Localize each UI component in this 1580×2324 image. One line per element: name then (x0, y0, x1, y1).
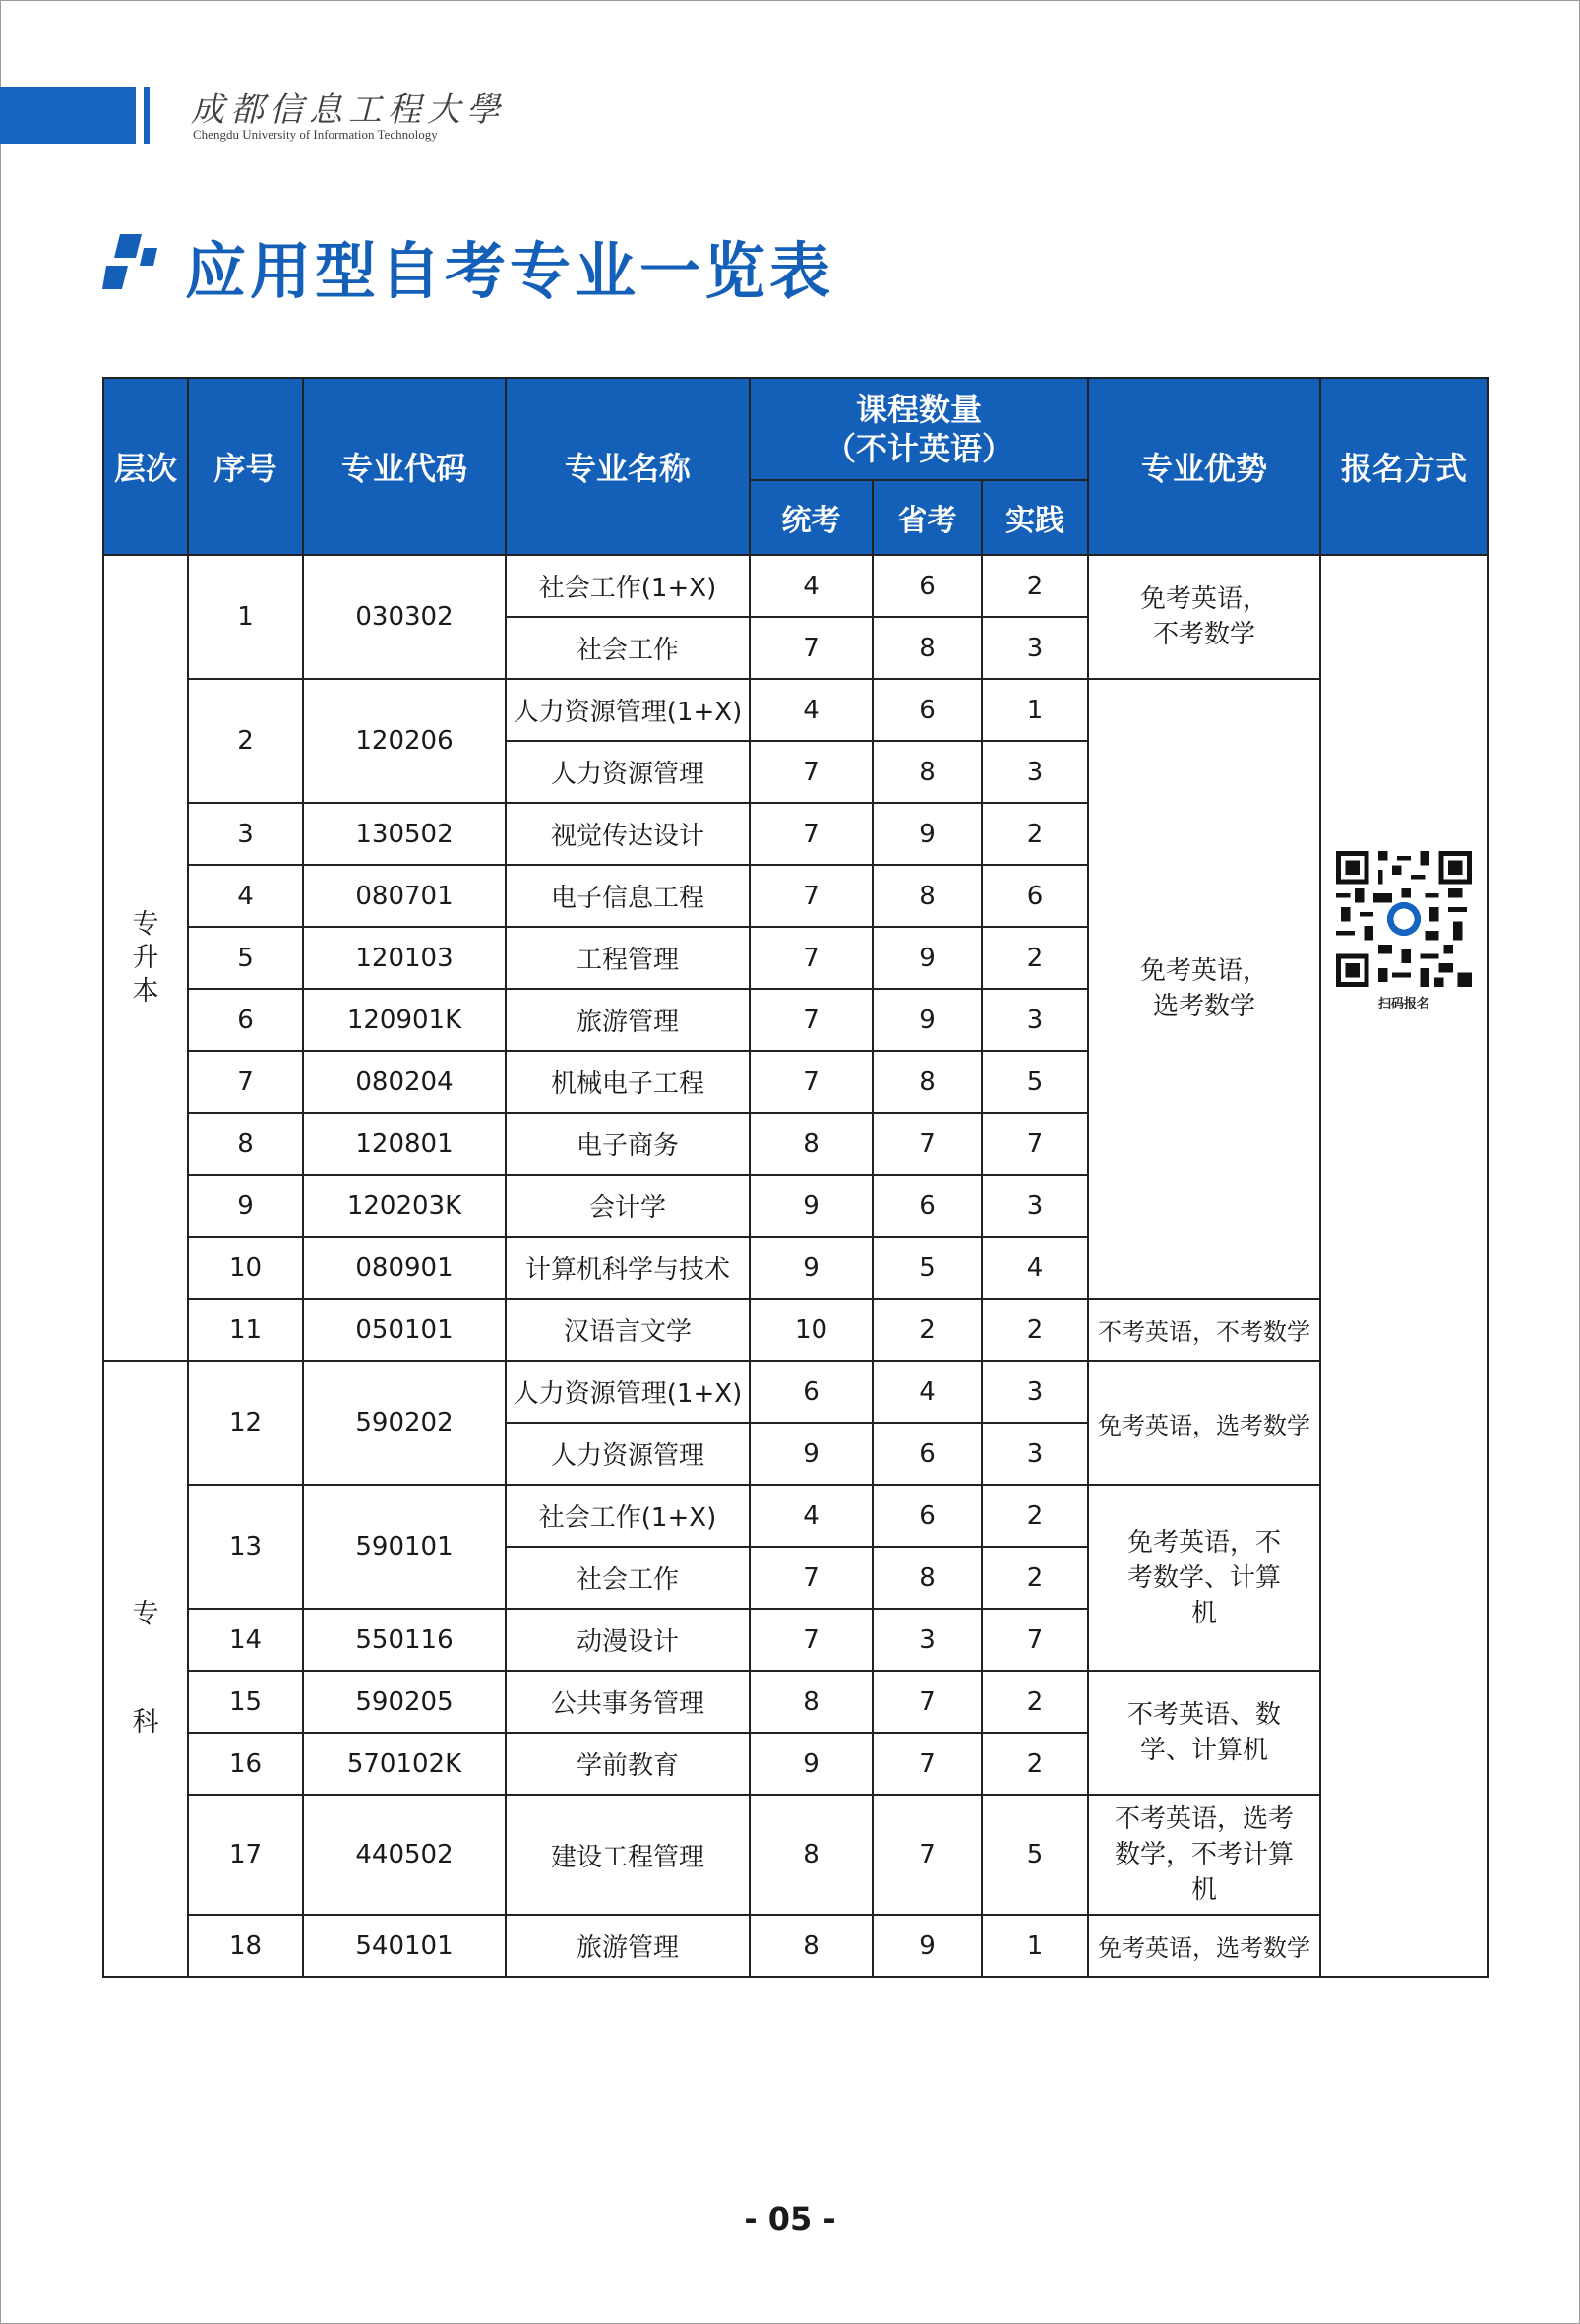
name-cell: 机械电子工程 (506, 1051, 750, 1113)
provincial-cell: 8 (873, 865, 982, 927)
unified-cell: 9 (750, 1175, 873, 1237)
signup-cell (1320, 555, 1488, 1977)
unified-cell: 7 (750, 1051, 873, 1113)
table-row (103, 1795, 1488, 1915)
name-cell: 人力资源管理 (506, 741, 750, 803)
name-cell: 人力资源管理 (506, 1423, 750, 1485)
advantage-cell: 免考英语，不考数学、计算机 (1088, 1485, 1320, 1671)
unified-cell: 7 (750, 1547, 873, 1609)
unified-cell: 9 (750, 1733, 873, 1795)
practice-cell: 2 (982, 555, 1088, 617)
header-course-count-note: （不计英语） (823, 430, 1013, 467)
header-name: 专业名称 (506, 378, 750, 555)
provincial-cell: 5 (873, 1237, 982, 1299)
practice-cell: 2 (982, 1299, 1088, 1361)
seq-cell: 12 (188, 1361, 303, 1485)
name-cell: 旅游管理 (506, 989, 750, 1051)
practice-cell: 7 (982, 1113, 1088, 1175)
provincial-cell: 8 (873, 1547, 982, 1609)
unified-cell: 7 (750, 865, 873, 927)
name-cell: 计算机科学与技术 (506, 1237, 750, 1299)
seq-cell: 3 (188, 803, 303, 865)
qr-code-icon[interactable] (1336, 851, 1472, 987)
name-cell: 社会工作(1+X) (506, 1485, 750, 1547)
seq-cell: 11 (188, 1299, 303, 1361)
seq-cell: 5 (188, 927, 303, 989)
advantage-cell: 不考英语，不考数学 (1088, 1299, 1320, 1361)
code-cell: 080901 (303, 1237, 506, 1299)
practice-cell: 1 (982, 1915, 1088, 1977)
code-cell: 120901K (303, 989, 506, 1051)
code-cell: 440502 (303, 1795, 506, 1915)
seq-cell: 6 (188, 989, 303, 1051)
provincial-cell: 4 (873, 1361, 982, 1423)
code-cell: 030302 (303, 555, 506, 679)
header-level: 层次 (103, 378, 188, 555)
provincial-cell: 7 (873, 1113, 982, 1175)
code-cell: 080701 (303, 865, 506, 927)
practice-cell: 2 (982, 927, 1088, 989)
provincial-cell: 7 (873, 1671, 982, 1733)
seq-cell: 2 (188, 679, 303, 803)
qr-caption: 扫码报名 (1377, 997, 1429, 1011)
table-row (103, 1361, 1488, 1423)
name-cell: 电子商务 (506, 1113, 750, 1175)
practice-cell: 7 (982, 1609, 1088, 1671)
unified-cell: 7 (750, 741, 873, 803)
unified-cell: 6 (750, 1361, 873, 1423)
practice-cell: 2 (982, 1547, 1088, 1609)
name-cell: 汉语言文学 (506, 1299, 750, 1361)
provincial-cell: 9 (873, 803, 982, 865)
provincial-cell: 8 (873, 741, 982, 803)
practice-cell: 3 (982, 1175, 1088, 1237)
unified-cell: 7 (750, 1609, 873, 1671)
practice-cell: 3 (982, 1361, 1088, 1423)
name-cell: 人力资源管理(1+X) (506, 679, 750, 741)
practice-cell: 5 (982, 1795, 1088, 1915)
provincial-cell: 6 (873, 1485, 982, 1547)
header-seq: 序号 (188, 378, 303, 555)
provincial-cell: 6 (873, 555, 982, 617)
seq-cell: 8 (188, 1113, 303, 1175)
practice-cell: 2 (982, 1671, 1088, 1733)
table-row (103, 679, 1488, 741)
code-cell: 590202 (303, 1361, 506, 1485)
advantage-cell: 免考英语，不考数学 (1088, 555, 1320, 679)
code-cell: 550116 (303, 1609, 506, 1671)
seq-cell: 4 (188, 865, 303, 927)
university-name-cn: 成都信息工程大學 (191, 91, 506, 130)
unified-cell: 9 (750, 1423, 873, 1485)
unified-cell: 8 (750, 1795, 873, 1915)
provincial-cell: 8 (873, 1051, 982, 1113)
name-cell: 动漫设计 (506, 1609, 750, 1671)
provincial-cell: 9 (873, 927, 982, 989)
advantage-cell: 免考英语，选考数学 (1088, 679, 1320, 1299)
seq-cell: 15 (188, 1671, 303, 1733)
practice-cell: 3 (982, 989, 1088, 1051)
provincial-cell: 7 (873, 1795, 982, 1915)
name-cell: 旅游管理 (506, 1915, 750, 1977)
seq-cell: 13 (188, 1485, 303, 1609)
unified-cell: 8 (750, 1671, 873, 1733)
header-practice: 实践 (982, 480, 1088, 555)
provincial-cell: 8 (873, 617, 982, 679)
university-name-en: Chengdu University of Information Technology (193, 127, 438, 142)
provincial-cell: 6 (873, 1175, 982, 1237)
header-advantage: 专业优势 (1088, 378, 1320, 555)
seq-cell: 14 (188, 1609, 303, 1671)
seq-cell: 16 (188, 1733, 303, 1795)
seq-cell: 1 (188, 555, 303, 679)
name-cell: 社会工作 (506, 617, 750, 679)
practice-cell: 2 (982, 1733, 1088, 1795)
provincial-cell: 6 (873, 679, 982, 741)
code-cell: 120206 (303, 679, 506, 803)
header-accent-bar (0, 87, 136, 144)
unified-cell: 8 (750, 1915, 873, 1977)
seq-cell: 7 (188, 1051, 303, 1113)
header-provincial: 省考 (873, 480, 982, 555)
practice-cell: 5 (982, 1051, 1088, 1113)
header-signup: 报名方式 (1320, 378, 1488, 555)
unified-cell: 8 (750, 1113, 873, 1175)
code-cell: 590205 (303, 1671, 506, 1733)
practice-cell: 2 (982, 803, 1088, 865)
seq-cell: 9 (188, 1175, 303, 1237)
name-cell: 会计学 (506, 1175, 750, 1237)
table-row (103, 555, 1488, 617)
unified-cell: 4 (750, 555, 873, 617)
table-row (103, 1915, 1488, 1977)
practice-cell: 3 (982, 741, 1088, 803)
majors-table (102, 377, 1489, 1978)
practice-cell: 2 (982, 1485, 1088, 1547)
name-cell: 建设工程管理 (506, 1795, 750, 1915)
code-cell: 540101 (303, 1915, 506, 1977)
header-accent-line (144, 87, 150, 144)
level-upgrade: 专升本 (103, 555, 188, 1361)
table-row (103, 1299, 1488, 1361)
code-cell: 120801 (303, 1113, 506, 1175)
seq-cell: 17 (188, 1795, 303, 1915)
level-junior: 专科 (103, 1361, 188, 1977)
unified-cell: 4 (750, 679, 873, 741)
provincial-cell: 9 (873, 989, 982, 1051)
name-cell: 公共事务管理 (506, 1671, 750, 1733)
header-unified: 统考 (750, 480, 873, 555)
header-code: 专业代码 (303, 378, 506, 555)
unified-cell: 7 (750, 927, 873, 989)
name-cell: 社会工作 (506, 1547, 750, 1609)
seq-cell: 10 (188, 1237, 303, 1299)
unified-cell: 9 (750, 1237, 873, 1299)
code-cell: 590101 (303, 1485, 506, 1609)
unified-cell: 10 (750, 1299, 873, 1361)
code-cell: 050101 (303, 1299, 506, 1361)
code-cell: 120203K (303, 1175, 506, 1237)
practice-cell: 1 (982, 679, 1088, 741)
code-cell: 130502 (303, 803, 506, 865)
page-number: - 05 - (744, 2200, 836, 2237)
code-cell: 080204 (303, 1051, 506, 1113)
provincial-cell: 3 (873, 1609, 982, 1671)
advantage-cell: 免考英语，选考数学 (1088, 1361, 1320, 1485)
advantage-cell: 免考英语，选考数学 (1088, 1915, 1320, 1977)
name-cell: 人力资源管理(1+X) (506, 1361, 750, 1423)
title-bullet-icon (102, 232, 157, 291)
advantage-cell: 不考英语，选考数学，不考计算机 (1088, 1795, 1320, 1915)
name-cell: 视觉传达设计 (506, 803, 750, 865)
name-cell: 学前教育 (506, 1733, 750, 1795)
name-cell: 工程管理 (506, 927, 750, 989)
table-row (103, 1671, 1488, 1733)
name-cell: 电子信息工程 (506, 865, 750, 927)
advantage-cell: 不考英语、数学、计算机 (1088, 1671, 1320, 1795)
practice-cell: 3 (982, 1423, 1088, 1485)
practice-cell: 6 (982, 865, 1088, 927)
code-cell: 570102K (303, 1733, 506, 1795)
unified-cell: 7 (750, 803, 873, 865)
provincial-cell: 7 (873, 1733, 982, 1795)
unified-cell: 7 (750, 617, 873, 679)
practice-cell: 4 (982, 1237, 1088, 1299)
table-row (103, 1485, 1488, 1547)
unified-cell: 7 (750, 989, 873, 1051)
practice-cell: 3 (982, 617, 1088, 679)
name-cell: 社会工作(1+X) (506, 555, 750, 617)
provincial-cell: 6 (873, 1423, 982, 1485)
header-course-count (750, 378, 1088, 480)
provincial-cell: 2 (873, 1299, 982, 1361)
unified-cell: 4 (750, 1485, 873, 1547)
code-cell: 120103 (303, 927, 506, 989)
seq-cell: 18 (188, 1915, 303, 1977)
header-course-count-label: 课程数量 (855, 391, 982, 428)
page-title: 应用型自考专业一览表 (185, 235, 835, 307)
provincial-cell: 9 (873, 1915, 982, 1977)
